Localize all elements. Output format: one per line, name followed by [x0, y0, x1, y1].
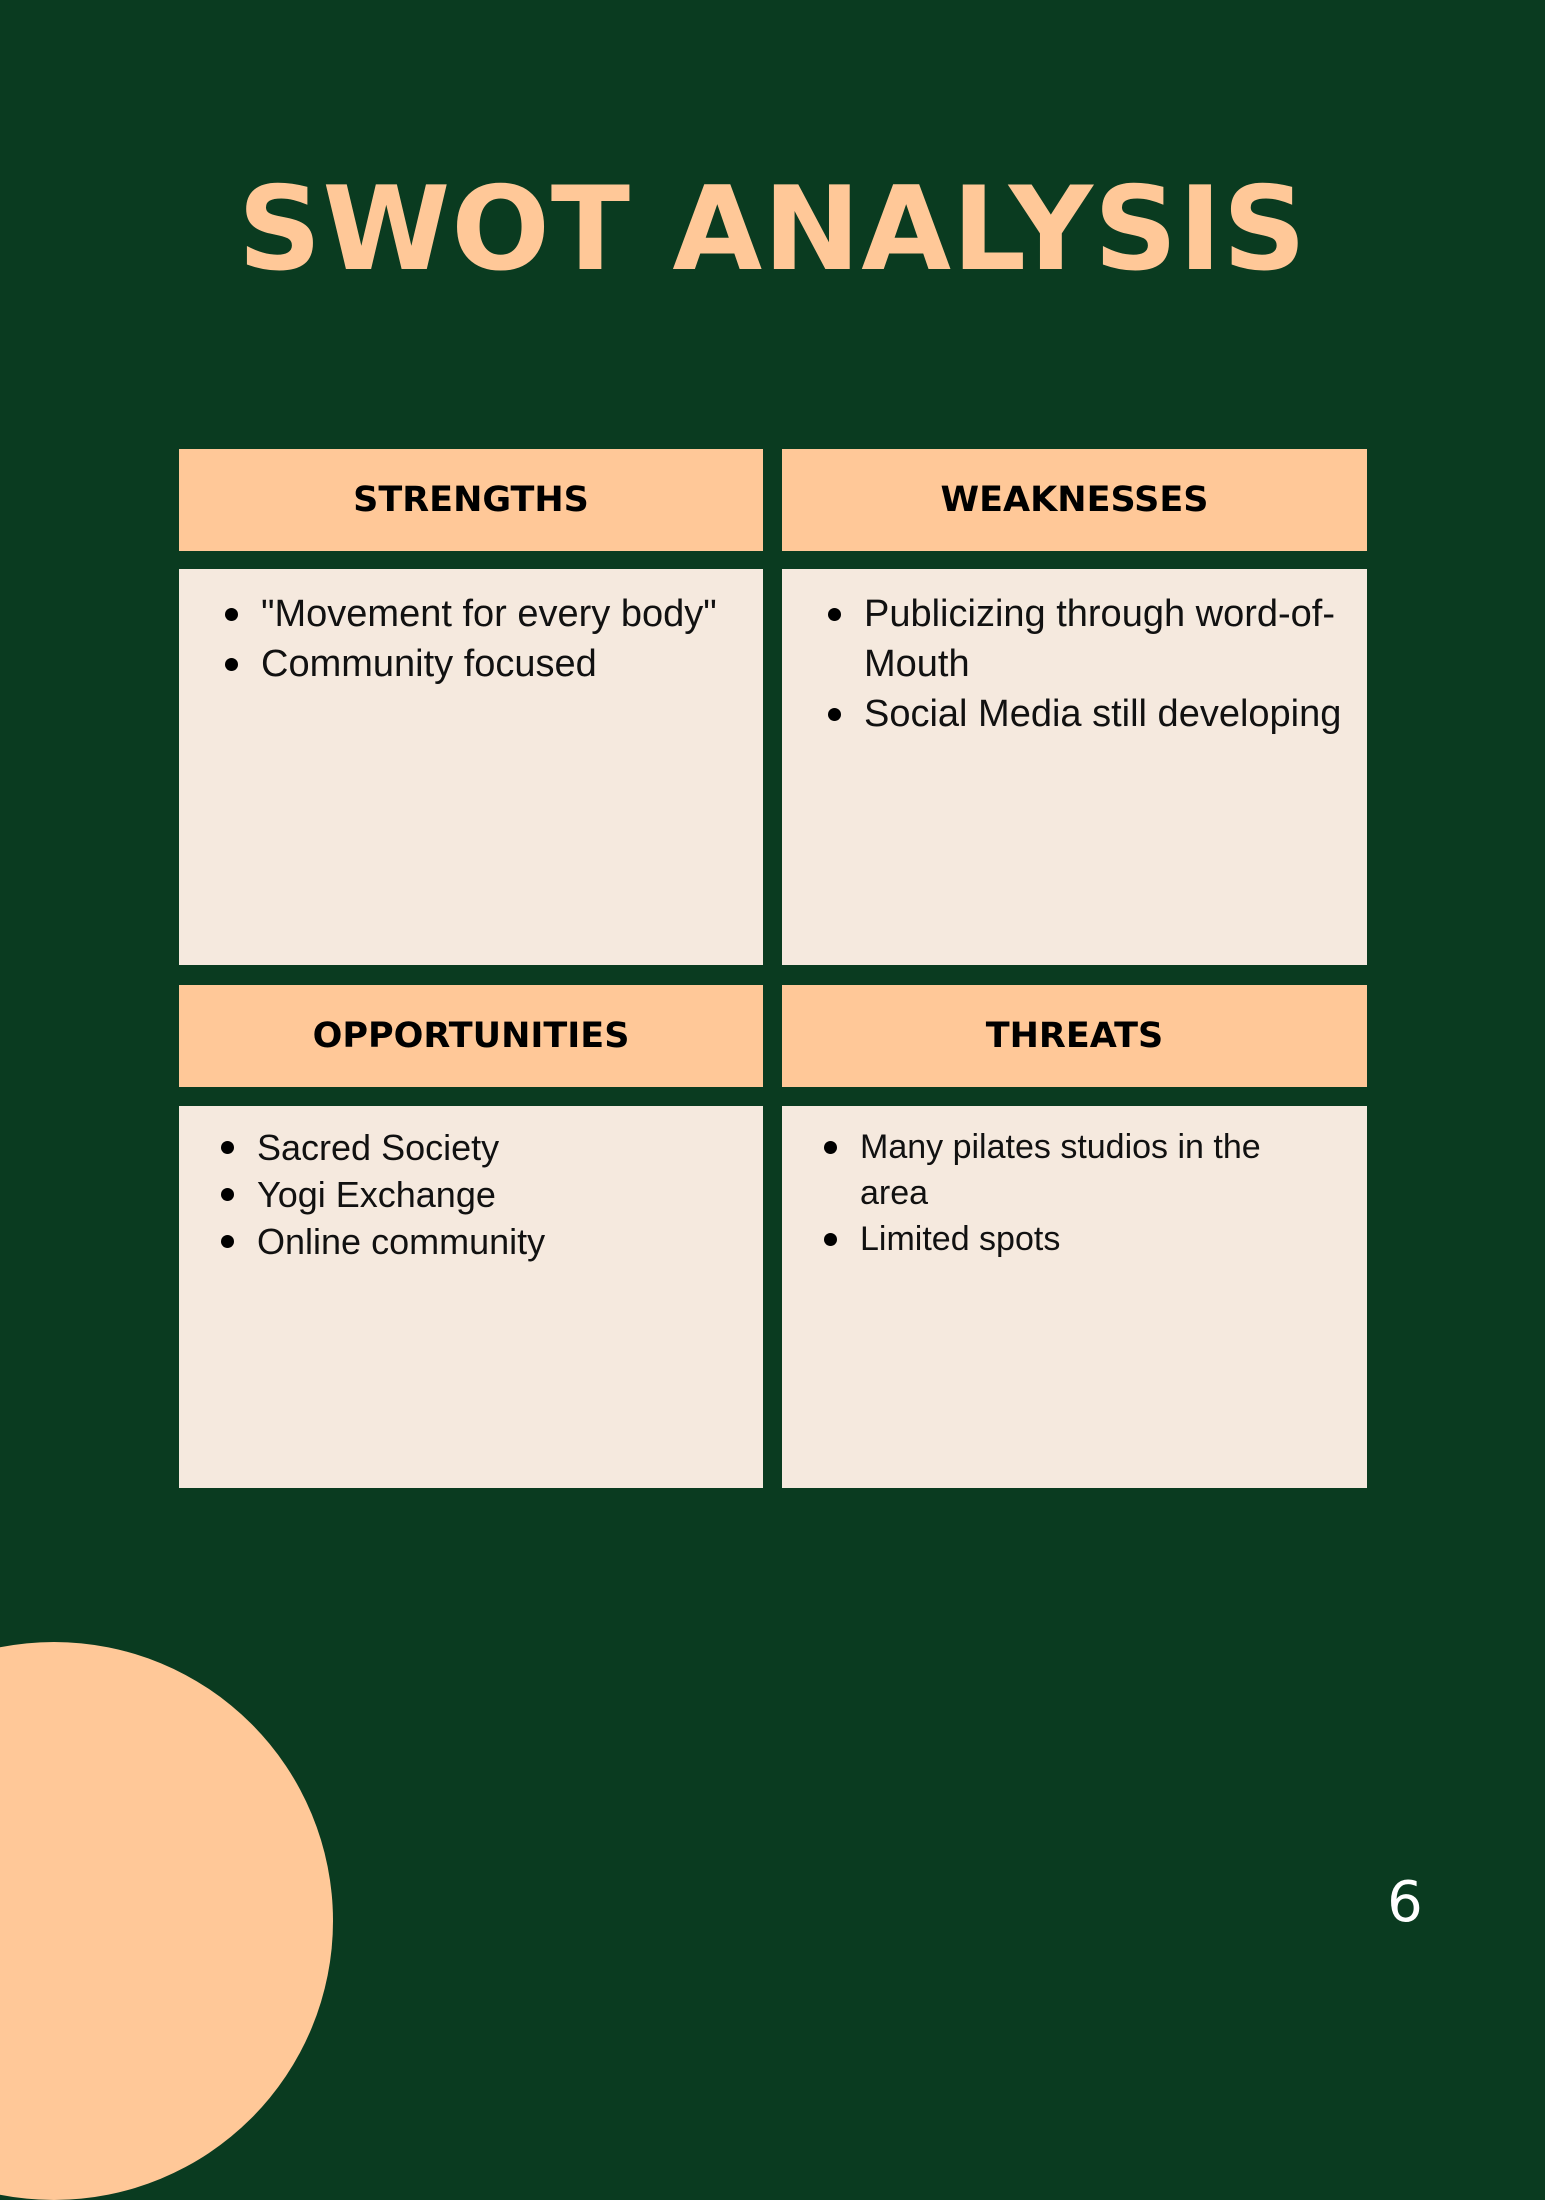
- threats-heading: THREATS: [782, 985, 1367, 1087]
- opportunities-box: [179, 1106, 763, 1488]
- list-item: [864, 689, 1347, 739]
- bullet-icon: [824, 1233, 837, 1246]
- list-item-text: Many pilates studios in the area: [860, 1128, 1261, 1212]
- threats-list: [782, 1124, 1367, 1262]
- list-item-text: Online community: [257, 1221, 546, 1262]
- weaknesses-box: [782, 569, 1367, 965]
- list-item-text: Sacred Society: [257, 1127, 500, 1168]
- list-item-text: Limited spots: [860, 1220, 1061, 1258]
- strengths-heading: STRENGTHS: [179, 449, 763, 551]
- list-item-text: "Movement for every body": [261, 593, 717, 635]
- list-item: [860, 1124, 1327, 1216]
- list-item: [257, 1218, 763, 1265]
- list-item: [257, 1124, 763, 1171]
- strengths-list: [179, 589, 763, 689]
- opportunities-heading: OPPORTUNITIES: [179, 985, 763, 1087]
- list-item-text: Social Media still developing: [864, 693, 1342, 735]
- bullet-icon: [221, 1235, 234, 1248]
- list-item-text: Yogi Exchange: [257, 1174, 496, 1215]
- bullet-icon: [221, 1188, 234, 1201]
- weaknesses-heading: WEAKNESSES: [782, 449, 1367, 551]
- page-number: 6: [1387, 1870, 1423, 1935]
- list-item: [261, 589, 763, 639]
- list-item: [257, 1171, 763, 1218]
- bullet-icon: [225, 658, 238, 671]
- list-item: [864, 589, 1347, 689]
- bullet-icon: [225, 608, 238, 621]
- bullet-icon: [824, 1141, 837, 1154]
- list-item-text: Publicizing through word-of-Mouth: [864, 593, 1336, 685]
- threats-box: [782, 1106, 1367, 1488]
- strengths-box: [179, 569, 763, 965]
- bullet-icon: [828, 708, 841, 721]
- bullet-icon: [828, 608, 841, 621]
- decorative-circle: [0, 1642, 333, 2200]
- page-title: SWOT ANALYSIS: [237, 162, 1308, 297]
- bullet-icon: [221, 1141, 234, 1154]
- list-item: [860, 1216, 1327, 1262]
- weaknesses-list: [782, 589, 1367, 739]
- list-item-text: Community focused: [261, 643, 597, 685]
- opportunities-list: [179, 1124, 763, 1265]
- list-item: [261, 639, 763, 689]
